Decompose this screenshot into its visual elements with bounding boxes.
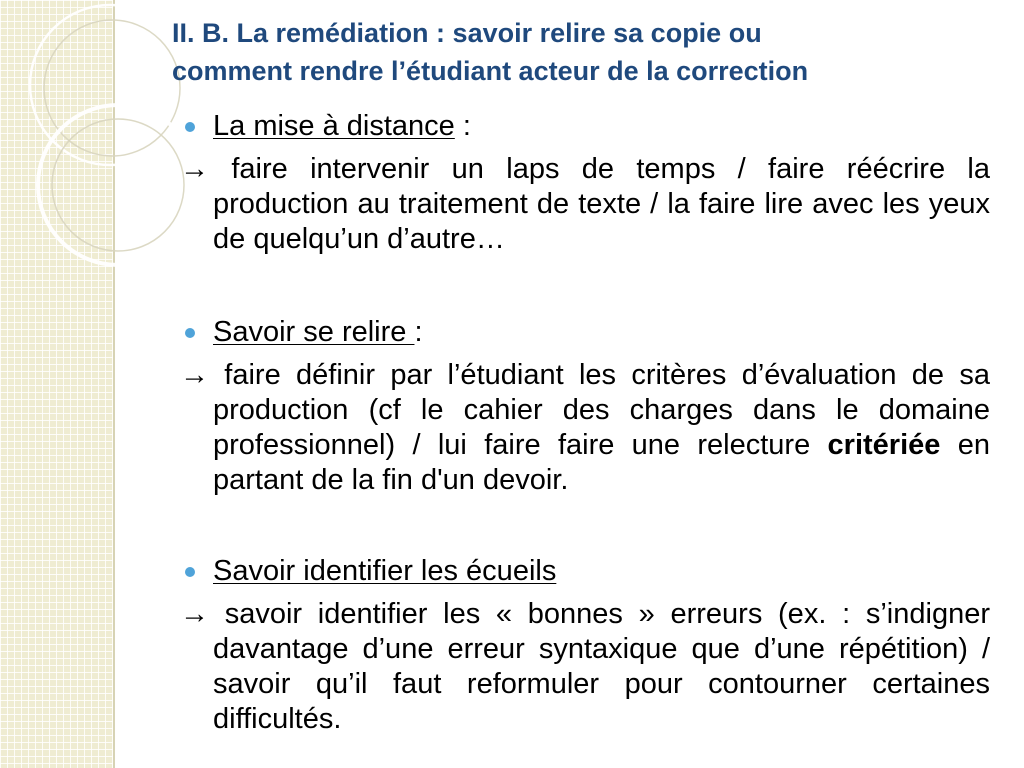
heading-text: Savoir identifier les écueils bbox=[213, 555, 557, 587]
paragraph-text: faire définir par l’étudiant les critères d’évaluation de sa production (cf le cahier des charges dans le domaine professionnel) / lui faire faire une relecture bbox=[209, 359, 990, 461]
bullet-paragraph-1 bbox=[180, 152, 990, 257]
slide-title bbox=[172, 14, 1002, 90]
heading-suffix: : bbox=[414, 316, 423, 348]
bullet-dot-icon bbox=[185, 328, 195, 338]
title-line-1: II. B. La remédiation : savoir relire sa copie ou bbox=[172, 18, 762, 48]
heading-suffix: : bbox=[454, 110, 471, 142]
arrow-icon: → bbox=[180, 153, 209, 185]
arrow-icon: → bbox=[180, 598, 209, 630]
paragraph-text: savoir identifier les « bonnes » erreurs (ex. : s’indigner davantage d’une erreur syntaxique que d’une répétition) / savoir qu’il faut reformuler pour contourner certaines difficultés. bbox=[209, 598, 990, 735]
heading-text: Savoir se relire bbox=[213, 316, 415, 348]
heading-text: La mise à distance bbox=[213, 110, 455, 142]
bullet-heading-2 bbox=[180, 314, 990, 350]
slide-body bbox=[180, 108, 990, 737]
decorative-circles bbox=[0, 0, 200, 330]
bullet-dot-icon bbox=[185, 567, 195, 577]
paragraph-text: faire intervenir un laps de temps / faire réécrire la production au traitement de texte / la faire lire avec les yeux de quelqu’un d’autre… bbox=[209, 153, 990, 255]
bullet-paragraph-3 bbox=[180, 597, 990, 737]
bold-keyword: critériée bbox=[827, 429, 941, 461]
arrow-icon: → bbox=[180, 359, 209, 391]
title-line-2: comment rendre l’étudiant acteur de la correction bbox=[172, 56, 809, 86]
paragraph-text-end: en partant de la fin d'un devoir. bbox=[213, 429, 990, 496]
bullet-heading-3 bbox=[180, 553, 990, 589]
bullet-paragraph-2 bbox=[180, 358, 990, 498]
bullet-heading-1 bbox=[180, 108, 990, 144]
bullet-dot-icon bbox=[185, 122, 195, 132]
